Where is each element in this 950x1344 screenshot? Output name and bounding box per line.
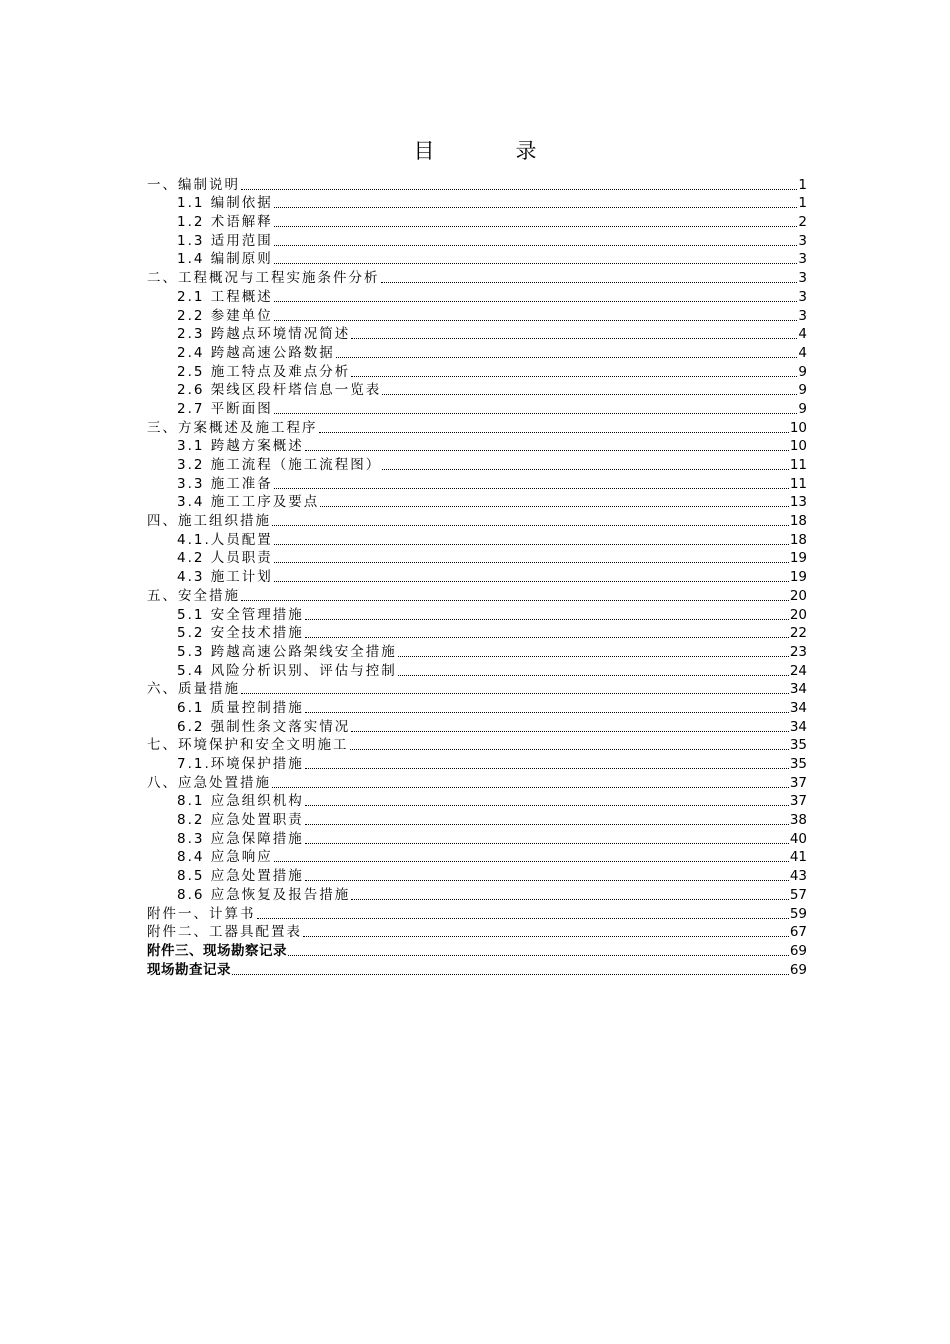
toc-leader-dots [274,561,789,563]
toc-entry[interactable] [147,174,807,193]
toc-entry[interactable] [147,566,807,585]
toc-leader-dots [305,618,789,620]
toc-entry-label: 2.6 架线区段杆塔信息一览表 [177,382,382,399]
toc-entry[interactable] [147,510,807,529]
toc-entry-page: 20 [789,587,807,604]
toc-entry-page: 10 [789,419,807,436]
toc-leader-dots [305,804,789,806]
toc-entry-page: 34 [789,681,807,698]
toc-leader-dots [241,692,789,694]
toc-entry-label: 三、方案概述及施工程序 [147,419,318,436]
toc-leader-dots [336,356,798,358]
toc-leader-dots [274,244,798,246]
toc-leader-dots [320,505,789,507]
toc-entry-label: 六、质量措施 [147,681,240,698]
toc-entry[interactable] [147,922,807,941]
toc-entry-label: 5.4 风险分析识别、评估与控制 [177,662,397,679]
toc-entry-page: 9 [798,382,807,399]
toc-entry-label: 5.3 跨越高速公路架线安全措施 [177,643,397,660]
toc-entry-label: 2.4 跨越高速公路数据 [177,344,335,361]
toc-entry[interactable] [147,716,807,735]
toc-entry-label: 1.4 编制原则 [177,251,273,268]
toc-entry-page: 9 [798,400,807,417]
toc-entry-label: 3.1 跨越方案概述 [177,438,304,455]
toc-entry[interactable] [147,623,807,642]
toc-entry-page: 67 [789,924,807,941]
toc-entry-page: 35 [789,737,807,754]
toc-entry[interactable] [147,529,807,548]
toc-title: 目 录 [413,139,567,163]
toc-entry[interactable] [147,361,807,380]
toc-entry[interactable] [147,398,807,417]
toc-entry[interactable] [147,735,807,754]
toc-entry[interactable] [147,473,807,492]
toc-leader-dots [274,300,798,302]
toc-entry-label: 五、安全措施 [147,587,240,604]
toc-entry-label: 5.1 安全管理措施 [177,606,304,623]
toc-leader-dots [272,524,789,526]
toc-entry[interactable] [147,548,807,567]
toc-entry-label: 6.1 质量控制措施 [177,699,304,716]
toc-entry[interactable] [147,492,807,511]
toc-entry-label: 1.3 适用范围 [177,232,273,249]
toc-entry-label: 附件二、工器具配置表 [147,924,302,941]
toc-entry-label: 1.1 编制依据 [177,195,273,212]
toc-leader-dots [274,412,798,414]
toc-entry-page: 24 [789,662,807,679]
toc-entry-label: 附件三、现场勘察记录 [147,942,287,959]
toc-entry-page: 2 [798,214,807,231]
toc-entry-page: 18 [789,531,807,548]
toc-entry[interactable] [147,305,807,324]
toc-entry[interactable] [147,193,807,212]
toc-leader-dots [274,206,798,208]
toc-entry-label: 3.4 施工工序及要点 [177,494,320,511]
toc-entry-label: 2.7 平断面图 [177,400,273,417]
toc-leader-dots [319,431,789,433]
toc-entry-page: 1 [798,176,807,193]
table-of-contents [147,174,807,978]
toc-leader-dots [382,393,797,395]
toc-entry-label: 2.1 工程概述 [177,288,273,305]
toc-leader-dots [288,954,789,956]
toc-entry[interactable] [147,847,807,866]
toc-entry-page: 69 [789,942,807,959]
toc-entry-page: 3 [798,307,807,324]
toc-leader-dots [305,823,789,825]
toc-entry-page: 41 [789,849,807,866]
toc-leader-dots [305,767,789,769]
toc-entry-label: 附件一、计算书 [147,905,256,922]
toc-entry[interactable] [147,267,807,286]
toc-entry-label: 4.3 施工计划 [177,569,273,586]
toc-leader-dots [350,748,789,750]
toc-entry-page: 40 [789,830,807,847]
toc-entry[interactable] [147,249,807,268]
toc-entry-page: 57 [789,886,807,903]
toc-entry-label: 7.1.环境保护措施 [177,756,304,772]
toc-leader-dots [241,188,797,190]
toc-leader-dots [398,655,789,657]
toc-entry-label: 8.2 应急处置职责 [177,812,304,829]
toc-entry-label: 2.2 参建单位 [177,307,273,324]
toc-leader-dots [351,898,789,900]
toc-entry-label: 6.2 强制性条文落实情况 [177,718,351,735]
toc-entry-page: 23 [789,643,807,660]
toc-leader-dots [305,842,789,844]
toc-leader-dots [274,262,798,264]
toc-entry-page: 10 [789,438,807,455]
toc-entry-page: 34 [789,718,807,735]
toc-entry[interactable] [147,772,807,791]
toc-leader-dots [382,468,789,470]
toc-entry[interactable] [147,865,807,884]
toc-entry-page: 69 [789,961,807,978]
toc-entry-label: 8.3 应急保障措施 [177,830,304,847]
toc-leader-dots [257,917,789,919]
toc-entry-page: 3 [798,270,807,287]
toc-entry-label: 2.3 跨越点环境情况简述 [177,326,351,343]
toc-entry-page: 9 [798,363,807,380]
toc-entry-label: 3.3 施工准备 [177,475,273,492]
toc-leader-dots [241,599,789,601]
toc-entry-page: 1 [798,195,807,212]
toc-leader-dots [274,319,798,321]
toc-entry[interactable] [147,903,807,922]
toc-entry[interactable] [147,342,807,361]
toc-entry[interactable] [147,791,807,810]
toc-leader-dots [272,786,789,788]
toc-entry-label: 二、工程概况与工程实施条件分析 [147,270,380,287]
toc-entry-label: 4.1.人员配置 [177,531,273,548]
toc-entry[interactable] [147,380,807,399]
toc-entry-page: 19 [789,550,807,567]
toc-leader-dots [274,580,789,582]
toc-entry-page: 37 [789,793,807,810]
toc-entry[interactable] [147,940,807,959]
toc-entry-label: 1.2 术语解释 [177,214,273,231]
toc-entry-label: 8.4 应急响应 [177,849,273,866]
toc-leader-dots [398,674,789,676]
toc-entry[interactable] [147,211,807,230]
toc-entry[interactable] [147,604,807,623]
toc-entry-page: 11 [789,475,807,492]
toc-entry-label: 现场勘查记录 [147,961,231,978]
toc-entry[interactable] [147,585,807,604]
toc-entry[interactable] [147,324,807,343]
toc-leader-dots [351,375,797,377]
toc-leader-dots [305,879,789,881]
toc-entry-label: 8.6 应急恢复及报告措施 [177,886,351,903]
toc-leader-dots [305,636,789,638]
toc-entry-page: 4 [798,326,807,343]
toc-entry-label: 5.2 安全技术措施 [177,625,304,642]
toc-entry-label: 4.2 人员职责 [177,550,273,567]
toc-leader-dots [351,730,789,732]
toc-entry-page: 18 [789,513,807,530]
toc-entry-label: 四、施工组织措施 [147,513,271,530]
toc-entry[interactable] [147,959,807,978]
toc-entry-label: 8.5 应急处置措施 [177,868,304,885]
toc-entry-page: 11 [789,457,807,473]
toc-entry[interactable] [147,809,807,828]
toc-entry-page: 34 [789,699,807,716]
toc-leader-dots [274,487,789,489]
toc-entry[interactable] [147,679,807,698]
toc-entry[interactable] [147,828,807,847]
toc-entry-label: 八、应急处置措施 [147,774,271,791]
toc-entry-label: 七、环境保护和安全文明施工 [147,737,349,754]
toc-entry[interactable] [147,230,807,249]
toc-leader-dots [381,281,798,283]
toc-entry-page: 13 [789,494,807,511]
toc-entry-label: 8.1 应急组织机构 [177,793,304,810]
toc-entry-page: 20 [789,606,807,623]
toc-entry-page: 19 [789,569,807,586]
toc-entry-page: 22 [789,625,807,642]
toc-entry-page: 37 [789,774,807,791]
toc-entry-page: 35 [789,756,807,772]
toc-entry-page: 38 [789,812,807,829]
toc-entry[interactable] [147,753,807,772]
toc-leader-dots [274,543,789,545]
toc-entry-page: 59 [789,905,807,922]
toc-entry-page: 3 [798,251,807,268]
toc-entry-page: 3 [798,232,807,249]
toc-entry[interactable] [147,660,807,679]
toc-entry-label: 3.2 施工流程（施工流程图） [177,457,382,473]
toc-entry[interactable] [147,286,807,305]
toc-entry[interactable] [147,417,807,436]
toc-entry[interactable] [147,436,807,455]
toc-entry[interactable] [147,454,807,473]
toc-leader-dots [232,973,789,975]
toc-entry[interactable] [147,697,807,716]
toc-entry-page: 4 [798,344,807,361]
toc-entry-page: 43 [789,868,807,885]
toc-entry-page: 3 [798,288,807,305]
toc-entry-label: 一、编制说明 [147,176,240,193]
toc-entry-label: 2.5 施工特点及难点分析 [177,363,351,380]
toc-leader-dots [274,225,798,227]
toc-leader-dots [305,449,789,451]
toc-leader-dots [274,860,789,862]
toc-leader-dots [351,337,797,339]
toc-leader-dots [303,935,789,937]
toc-leader-dots [305,711,789,713]
toc-entry[interactable] [147,641,807,660]
toc-entry[interactable] [147,884,807,903]
